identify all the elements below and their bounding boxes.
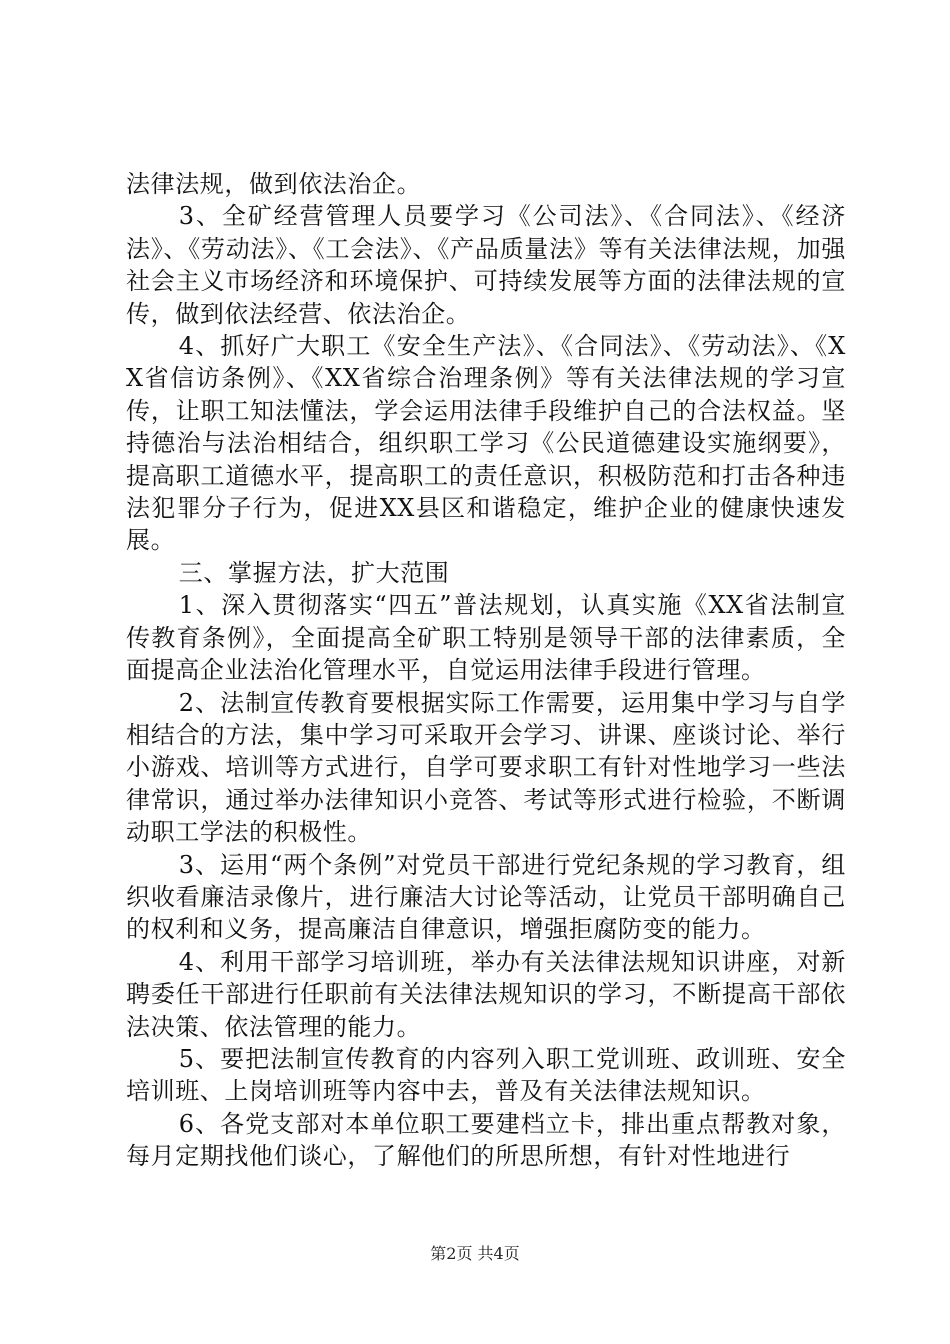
paragraph-continuation: 法律法规，做到依法治企。	[126, 170, 422, 198]
paragraph-method-2: 2、法制宣传教育要根据实际工作需要，运用集中学习与自学相结合的方法，集中学习可采取开会学习、讲课、座谈讨论、举行小游戏、培训等方式进行，自学可要求职工有针对性地学习一些法律常识，通过举办法律知识小竞答、考试等形式进行检验，不断调动职工学法的积极性。	[126, 688, 846, 847]
paragraph-method-5: 5、要把法制宣传教育的内容列入职工党训班、政训班、安全培训班、上岗培训班等内容中去，普及有关法律法规知识。	[126, 1044, 846, 1106]
page-number-footer: 第2页 共4页	[430, 1244, 520, 1263]
section-heading: 三、掌握方法，扩大范围	[178, 558, 450, 587]
paragraph-method-3: 3、运用“两个条例”对党员干部进行党纪条规的学习教育，组织收看廉洁录像片，进行廉洁大讨论等活动，让党员干部明确自己的权利和义务，提高廉洁自律意识，增强拒腐防变的能力。	[126, 850, 846, 944]
paragraph-method-1: 1、深入贯彻落实“四五”普法规划，认真实施《XX省法制宣传教育条例》，全面提高全矿职工特别是领导干部的法律素质，全面提高企业法治化管理水平，自觉运用法律手段进行管理。	[126, 591, 846, 685]
document-body	[126, 168, 846, 1173]
paragraph-item-3: 3、全矿经营管理人员要学习《公司法》、《合同法》、《经济法》、《劳动法》、《工会法》、《产品质量法》等有关法律法规，加强社会主义市场经济和环境保护、可持续发展等方面的法律法规的宣传，做到依法经营、依法治企。	[126, 202, 846, 328]
paragraph-method-4: 4、利用干部学习培训班，举办有关法律法规知识讲座，对新聘委任干部进行任职前有关法律法规知识的学习，不断提高干部依法决策、依法管理的能力。	[126, 947, 846, 1041]
paragraph-item-4: 4、抓好广大职工《安全生产法》、《合同法》、《劳动法》、《XX省信访条例》、《XX省综合治理条例》等有关法律法规的学习宣传，让职工知法懂法，学会运用法律手段维护自己的合法权益。坚持德治与法治相结合，组织职工学习《公民道德建设实施纲要》，提高职工道德水平，提高职工的责任意识，积极防范和打击各种违法犯罪分子行为，促进XX县区和谐稳定，维护企业的健康快速发展。	[126, 332, 846, 555]
paragraph-method-6: 6、各党支部对本单位职工要建档立卡，排出重点帮教对象，每月定期找他们谈心，了解他们的所思所想，有针对性地进行	[126, 1109, 846, 1171]
